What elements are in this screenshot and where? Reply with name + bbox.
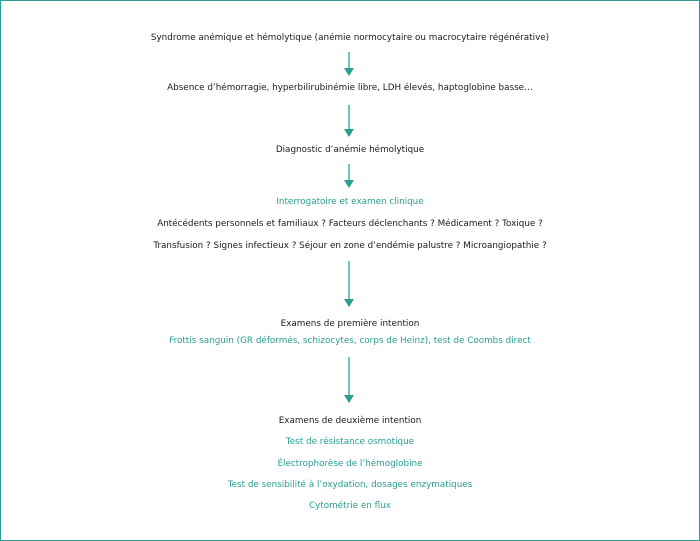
step-diagnosis: Diagnostic d’anémie hémolytique — [275, 145, 425, 155]
step-second-line-title: Examens de deuxième intention — [278, 416, 422, 426]
arrow-2 — [337, 105, 361, 137]
arrow-3 — [337, 164, 361, 188]
step-clinical-line-1: Antécédents personnels et familiaux ? Facteurs déclenchants ? Médicament ? Toxique ? — [157, 219, 543, 229]
step-syndrome: Syndrome anémique et hémolytique (anémie normocytaire ou macrocytaire régénérative) — [150, 33, 550, 43]
step-clinical-line-2: Transfusion ? Signes infectieux ? Séjour en zone d’endémie palustre ? Microangiopathie ? — [153, 241, 547, 251]
step-biology: Absence d’hémorragie, hyperbilirubinémie libre, LDH élevés, haptoglobine basse… — [167, 83, 533, 93]
arrow-5 — [337, 357, 361, 403]
second-line-item: Test de résistance osmotique — [285, 437, 415, 447]
arrow-4 — [337, 261, 361, 307]
second-line-item: Test de sensibilité à l’oxydation, dosages enzymatiques — [227, 480, 473, 490]
second-line-item: Électrophorèse de l’hémoglobine — [277, 459, 423, 469]
step-clinical-title: Interrogatoire et examen clinique — [276, 197, 424, 207]
step-first-line-detail: Frottis sanguin (GR déformés, schizocytes, corps de Heinz), test de Coombs direct — [169, 336, 531, 346]
second-line-item: Cytométrie en flux — [309, 501, 391, 511]
step-first-line-title: Examens de première intention — [280, 319, 420, 329]
arrow-1 — [337, 52, 361, 76]
